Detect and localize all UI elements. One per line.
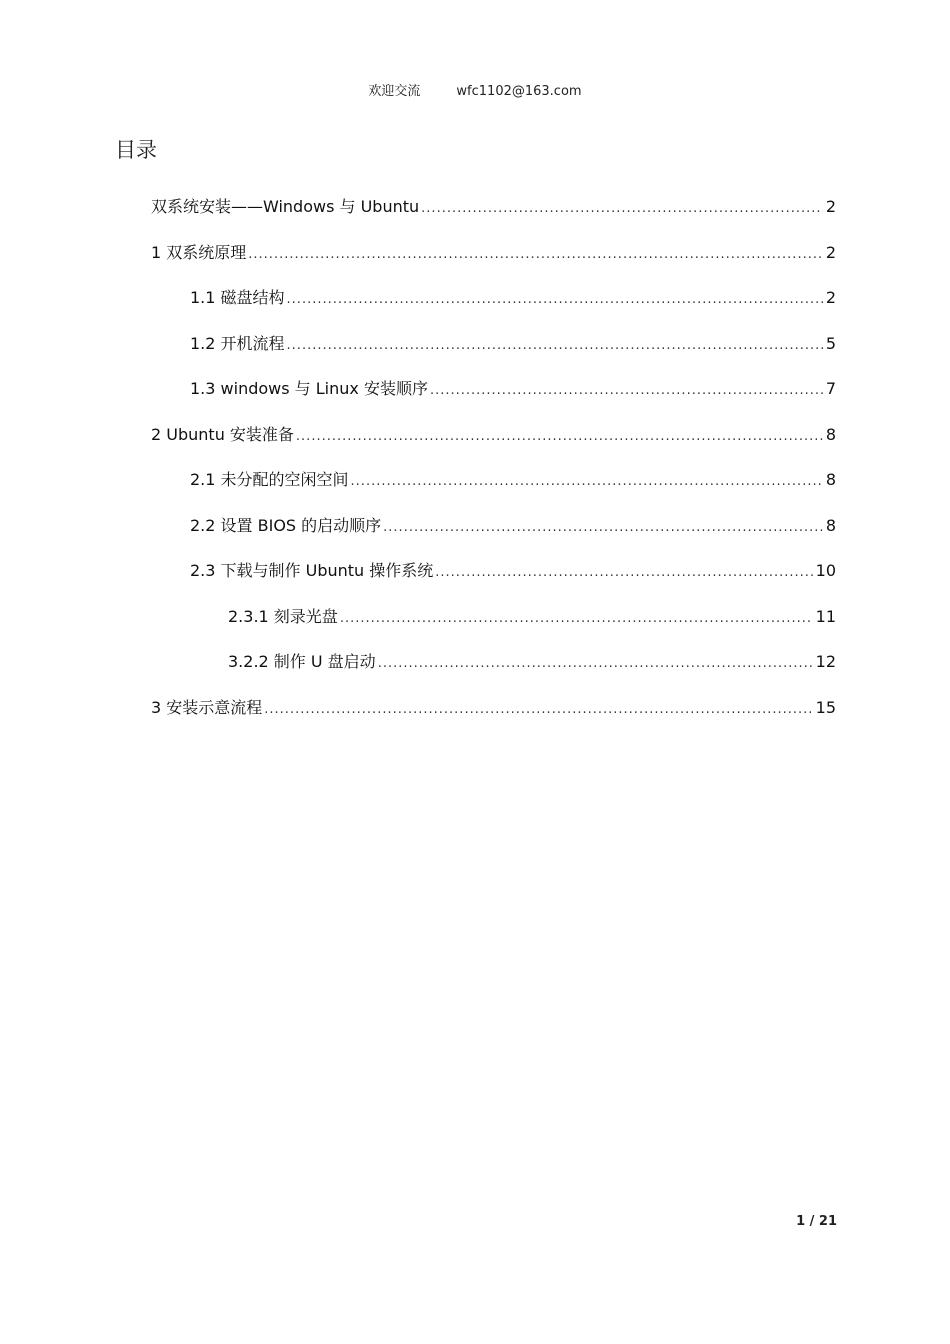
toc-entry[interactable]	[190, 560, 836, 582]
toc-entry[interactable]	[190, 287, 836, 309]
toc-entry-page: 5	[825, 333, 836, 353]
toc-entry[interactable]	[151, 697, 836, 719]
toc-dot-leader	[296, 426, 823, 448]
toc-dot-leader	[421, 198, 823, 220]
toc-entry[interactable]	[228, 651, 836, 673]
toc-entry-page: 15	[815, 697, 836, 717]
toc-entry-page: 11	[815, 606, 836, 626]
toc-dot-leader	[287, 335, 823, 357]
toc-heading: 目录	[115, 138, 157, 162]
toc-entry[interactable]	[190, 378, 836, 400]
toc-entry[interactable]	[228, 606, 836, 628]
toc-entry[interactable]	[190, 333, 836, 355]
toc-entry[interactable]	[151, 242, 836, 264]
toc-entry-label: 2 Ubuntu 安装准备	[151, 424, 294, 444]
page-header	[0, 80, 950, 99]
toc-entry-label: 2.1 未分配的空闲空间	[190, 470, 349, 489]
toc-entry[interactable]	[190, 469, 836, 491]
toc-entry-label: 3 安装示意流程	[151, 697, 263, 717]
toc-entry[interactable]	[151, 424, 836, 446]
toc-entry-label: 双系统安装——Windows 与 Ubuntu	[151, 197, 420, 216]
page-number: 1 / 21	[796, 1214, 837, 1229]
toc-entry-label: 1.2 开机流程	[190, 333, 285, 353]
toc-entry-label: 2.2 设置 BIOS 的启动顺序	[190, 515, 382, 535]
toc-entry-page: 12	[815, 652, 836, 671]
toc-dot-leader	[378, 653, 813, 675]
header-email: wfc1102@163.com	[456, 84, 582, 99]
toc-entry-page: 8	[825, 515, 836, 535]
toc-entry-page: 7	[825, 379, 836, 398]
toc-dot-leader	[264, 699, 812, 721]
toc-entry-page: 2	[825, 242, 836, 262]
toc-entry-page: 2	[825, 197, 836, 216]
toc-entry-page: 10	[815, 561, 836, 580]
toc-entry-label: 2.3.1 刻录光盘	[228, 606, 338, 626]
toc-entry-label: 1.1 磁盘结构	[190, 288, 285, 307]
toc-entry-page: 8	[825, 424, 836, 444]
toc-dot-leader	[435, 562, 812, 584]
toc-dot-leader	[340, 608, 813, 630]
toc-dot-leader	[383, 517, 823, 539]
toc-entry-label: 1.3 windows 与 Linux 安装顺序	[190, 379, 428, 398]
toc-entry[interactable]	[151, 196, 836, 218]
toc-entry-label: 2.3 下载与制作 Ubuntu 操作系统	[190, 561, 434, 580]
toc-entry-page: 2	[825, 288, 836, 307]
toc-entry-label: 1 双系统原理	[151, 242, 247, 262]
header-greeting: 欢迎交流	[368, 84, 421, 99]
toc-entry-label: 3.2.2 制作 U 盘启动	[228, 652, 376, 671]
toc-entry-page: 8	[825, 470, 836, 489]
toc-dot-leader	[248, 244, 823, 266]
toc-dot-leader	[287, 289, 823, 311]
toc-dot-leader	[351, 471, 823, 493]
toc-dot-leader	[430, 380, 823, 402]
toc-entry[interactable]	[190, 515, 836, 537]
